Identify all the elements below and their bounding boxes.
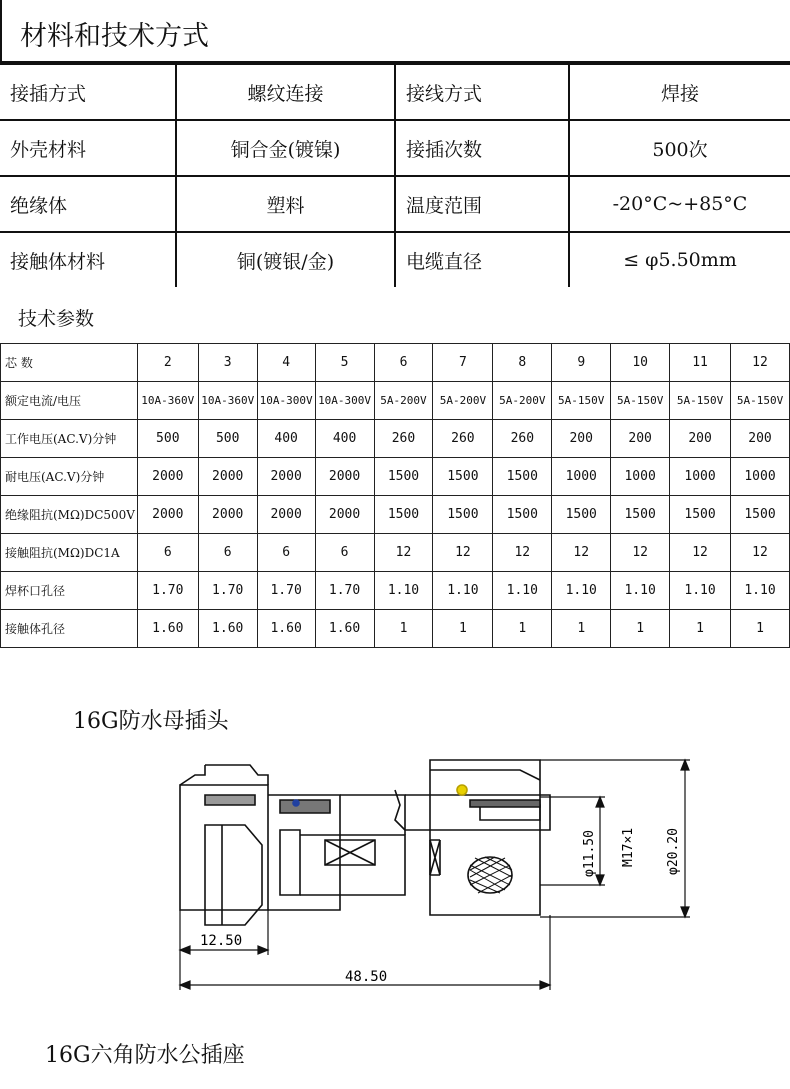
core-count-cell: 6 [374,344,433,382]
core-count-cell: 12 [731,344,790,382]
materials-value: 500次 [569,120,790,176]
tech-value-cell: 5A-150V [670,382,731,420]
tech-value-cell: 1.60 [257,610,315,648]
tech-value-cell: 12 [374,534,433,572]
tech-value-cell: 1500 [433,496,493,534]
materials-value: 塑料 [176,176,395,232]
tech-value-cell: 5A-150V [611,382,670,420]
tech-value-cell: 1.10 [374,572,433,610]
tech-value-cell: 1500 [670,496,731,534]
dim-m17: M17×1 [621,827,636,867]
materials-value: ≤ φ5.50mm [569,232,790,287]
tech-value-cell: 12 [731,534,790,572]
tech-value-cell: 1500 [433,458,493,496]
tech-value-cell: 400 [315,420,374,458]
tech-value-cell: 2000 [257,496,315,534]
tech-value-cell: 1.60 [198,610,257,648]
connector-drawing [0,745,790,995]
materials-value: -20°C~+85°C [569,176,790,232]
tech-value-cell: 1500 [611,496,670,534]
materials-label: 温度范围 [395,176,569,232]
tech-value-cell: 12 [552,534,611,572]
tech-value-cell: 1 [493,610,552,648]
tech-params-title: 技术参数 [18,308,95,330]
tech-value-cell: 12 [493,534,552,572]
tech-value-cell: 1500 [493,496,552,534]
tech-value-cell: 12 [670,534,731,572]
core-count-cell: 7 [433,344,493,382]
tech-row-label: 工作电压(AC.V)分钟 [1,420,138,458]
tech-value-cell: 2000 [315,496,374,534]
materials-label: 接插次数 [395,120,569,176]
tech-row [1,458,790,496]
tech-value-cell: 2000 [257,458,315,496]
tech-value-cell: 400 [257,420,315,458]
tech-value-cell: 260 [374,420,433,458]
tech-value-cell: 1.10 [731,572,790,610]
tech-value-cell: 5A-200V [493,382,552,420]
materials-label: 绝缘体 [0,176,176,232]
tech-value-cell: 1 [552,610,611,648]
tech-value-cell: 10A-360V [198,382,257,420]
tech-value-cell: 1.70 [315,572,374,610]
tech-value-cell: 1.70 [198,572,257,610]
tech-value-cell: 10A-360V [137,382,198,420]
materials-row [0,120,790,176]
drawing-title: 16G防水母插头 [73,709,229,734]
tech-value-cell: 1000 [670,458,731,496]
tech-value-cell: 1 [433,610,493,648]
tech-value-cell: 6 [315,534,374,572]
tech-row [1,382,790,420]
tech-value-cell: 2000 [315,458,374,496]
next-section-title: 16G六角防水公插座 [45,1043,245,1068]
tech-value-cell: 1500 [374,496,433,534]
tech-value-cell: 1.60 [137,610,198,648]
tech-value-cell: 10A-300V [257,382,315,420]
tech-value-cell: 1500 [374,458,433,496]
dim-d11-50: φ11.50 [582,830,597,877]
tech-row-label: 接触阻抗(MΩ)DC1A [1,534,138,572]
tech-value-cell: 200 [552,420,611,458]
tech-value-cell: 6 [198,534,257,572]
tech-value-cell: 12 [611,534,670,572]
tech-value-cell: 1 [374,610,433,648]
tech-value-cell: 1500 [731,496,790,534]
tech-value-cell: 1 [731,610,790,648]
tech-value-cell: 1.10 [552,572,611,610]
tech-row [1,610,790,648]
materials-label: 电缆直径 [395,232,569,287]
tech-header-label: 芯 数 [1,344,138,382]
tech-value-cell: 1.70 [137,572,198,610]
tech-value-cell: 6 [257,534,315,572]
materials-label: 接线方式 [395,64,569,120]
dim-12-50: 12.50 [200,933,243,949]
materials-value: 焊接 [569,64,790,120]
tech-row-label: 焊杯口孔径 [1,572,138,610]
core-count-cell: 9 [552,344,611,382]
tech-header-row [1,344,790,382]
tech-value-cell: 6 [137,534,198,572]
tech-value-cell: 10A-300V [315,382,374,420]
materials-value: 螺纹连接 [176,64,395,120]
core-count-cell: 8 [493,344,552,382]
materials-value: 铜(镀银/金) [176,232,395,287]
tech-value-cell: 260 [493,420,552,458]
tech-value-cell: 1000 [552,458,611,496]
tech-row [1,496,790,534]
tech-value-cell: 2000 [198,458,257,496]
materials-label: 接触体材料 [0,232,176,287]
tech-row [1,534,790,572]
tech-value-cell: 260 [433,420,493,458]
materials-label: 接插方式 [0,64,176,120]
materials-row [0,64,790,120]
tech-value-cell: 2000 [137,458,198,496]
tech-value-cell: 5A-150V [552,382,611,420]
header-bar [0,0,790,63]
tech-value-cell: 1.10 [493,572,552,610]
tech-value-cell: 500 [198,420,257,458]
tech-value-cell: 1500 [552,496,611,534]
materials-value: 铜合金(镀镍) [176,120,395,176]
core-count-cell: 3 [198,344,257,382]
tech-value-cell: 1.60 [315,610,374,648]
materials-label: 外壳材料 [0,120,176,176]
materials-row [0,176,790,232]
tech-value-cell: 1.10 [433,572,493,610]
tech-value-cell: 12 [433,534,493,572]
tech-row [1,420,790,458]
tech-value-cell: 1 [611,610,670,648]
materials-row [0,232,790,287]
tech-value-cell: 2000 [137,496,198,534]
core-count-cell: 5 [315,344,374,382]
tech-value-cell: 200 [731,420,790,458]
tech-value-cell: 1000 [611,458,670,496]
tech-value-cell: 5A-200V [433,382,493,420]
tech-value-cell: 1500 [493,458,552,496]
core-count-cell: 4 [257,344,315,382]
tech-value-cell: 1 [670,610,731,648]
tech-value-cell: 1.10 [611,572,670,610]
tech-row-label: 绝缘阻抗(MΩ)DC500V [1,496,138,534]
tech-params-table [0,343,790,648]
tech-value-cell: 200 [670,420,731,458]
tech-value-cell: 500 [137,420,198,458]
dim-48-50: 48.50 [345,969,388,985]
tech-row-label: 耐电压(AC.V)分钟 [1,458,138,496]
tech-value-cell: 1.70 [257,572,315,610]
core-count-cell: 10 [611,344,670,382]
tech-value-cell: 1000 [731,458,790,496]
core-count-cell: 11 [670,344,731,382]
tech-value-cell: 1.10 [670,572,731,610]
tech-value-cell: 200 [611,420,670,458]
coupling-nut [430,760,540,915]
tech-value-cell: 5A-150V [731,382,790,420]
tech-row [1,572,790,610]
tech-row-label: 额定电流/电压 [1,382,138,420]
tech-value-cell: 2000 [198,496,257,534]
page-title: 材料和技术方式 [20,21,209,52]
materials-table [0,63,790,287]
dim-d20-20: φ20.20 [666,828,681,875]
core-count-cell: 2 [137,344,198,382]
tech-value-cell: 5A-200V [374,382,433,420]
tech-row-label: 接触体孔径 [1,610,138,648]
